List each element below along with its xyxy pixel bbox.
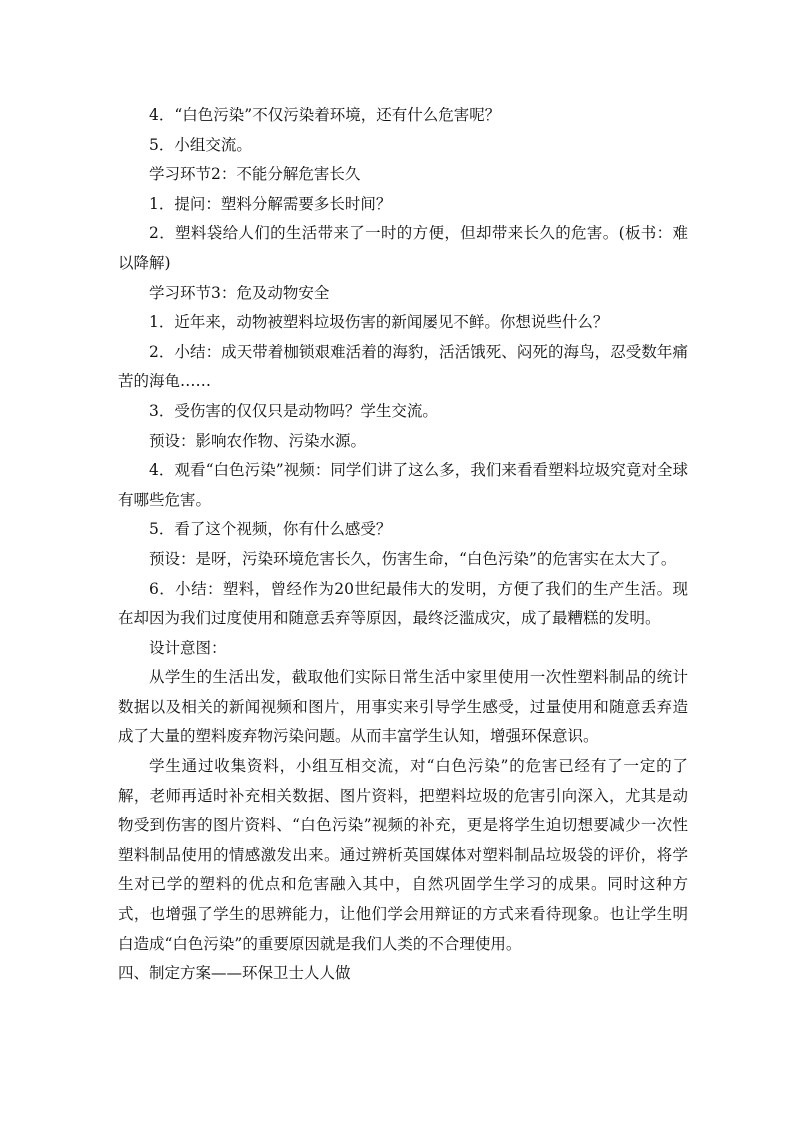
paragraph: 预设：影响农作物、污染水源。	[149, 431, 367, 450]
paragraph: 3．受伤害的仅仅只是动物吗？学生交流。	[149, 401, 438, 420]
paragraph: 6．小结：塑料，曾经作为20世纪最伟大的发明，方便了我们的生产生活。现在却因为我们过度使用和随意丢弃等原因，最终泛滥成灾，成了最糟糕的发明。	[118, 579, 688, 628]
paragraph: 预设：是呀，污染环境危害长久，伤害生命，“白色污染”的危害实在太大了。	[149, 549, 677, 568]
paragraph: 2．塑料袋给人们的生活带来了一时的方便，但却带来长久的危害。(板书：难以降解)	[118, 224, 688, 272]
section-heading: 四、制定方案——环保卫士人人做	[118, 964, 351, 983]
design-intent-label: 设计意图：	[149, 638, 227, 657]
paragraph: 学生通过收集资料，小组互相交流，对“白色污染”的危害已经有了一定的了解，老师再适时补充相关数据、图片资料，把塑料垃圾的危害引向深入，尤其是动物受到伤害的图片资料、“白色污染”视频的补充，更是将学生迫切想要减少一次性塑料制品使用的情感激发出来。通过辨析英国媒体对塑料制品垃圾袋的评价，将学生对已学的塑料的优点和危害融入其中，自然巩固学生学习的成果。同时这种方式，也增强了学生的思辨能力，让他们学会用辩证的方式来看待现象。也让学生明白造成“白色污染”的重要原因就是我们人类的不合理使用。	[118, 757, 688, 953]
section-heading: 学习环节3：危及动物安全	[149, 283, 330, 302]
paragraph: 1．提问：塑料分解需要多长时间？	[149, 194, 392, 213]
paragraph: 从学生的生活出发，截取他们实际日常生活中家里使用一次性塑料制品的统计数据以及相关的新闻视频和图片，用事实来引导学生感受，过量使用和随意丢弃造成了大量的塑料废弃物污染问题。从而丰富学生认知，增强环保意识。	[118, 668, 688, 746]
paragraph: 4．观看“白色污染”视频：同学们讲了这么多，我们来看看塑料垃圾究竟对全球有哪些危害。	[118, 461, 688, 509]
document-page	[118, 101, 688, 989]
paragraph: 2．小结：成天带着枷锁艰难活着的海豹，活活饿死、闷死的海鸟，忍受数年痛苦的海龟……	[118, 342, 688, 391]
paragraph: 5．小组交流。	[149, 135, 252, 154]
section-heading: 学习环节2：不能分解危害长久	[149, 165, 361, 184]
paragraph: 1．近年来，动物被塑料垃圾伤害的新闻屡见不鲜。你想说些什么？	[149, 313, 609, 332]
paragraph: 4．“白色污染”不仅污染着环境，还有什么危害呢？	[149, 106, 501, 124]
paragraph: 5．看了这个视频，你有什么感受？	[149, 520, 392, 539]
